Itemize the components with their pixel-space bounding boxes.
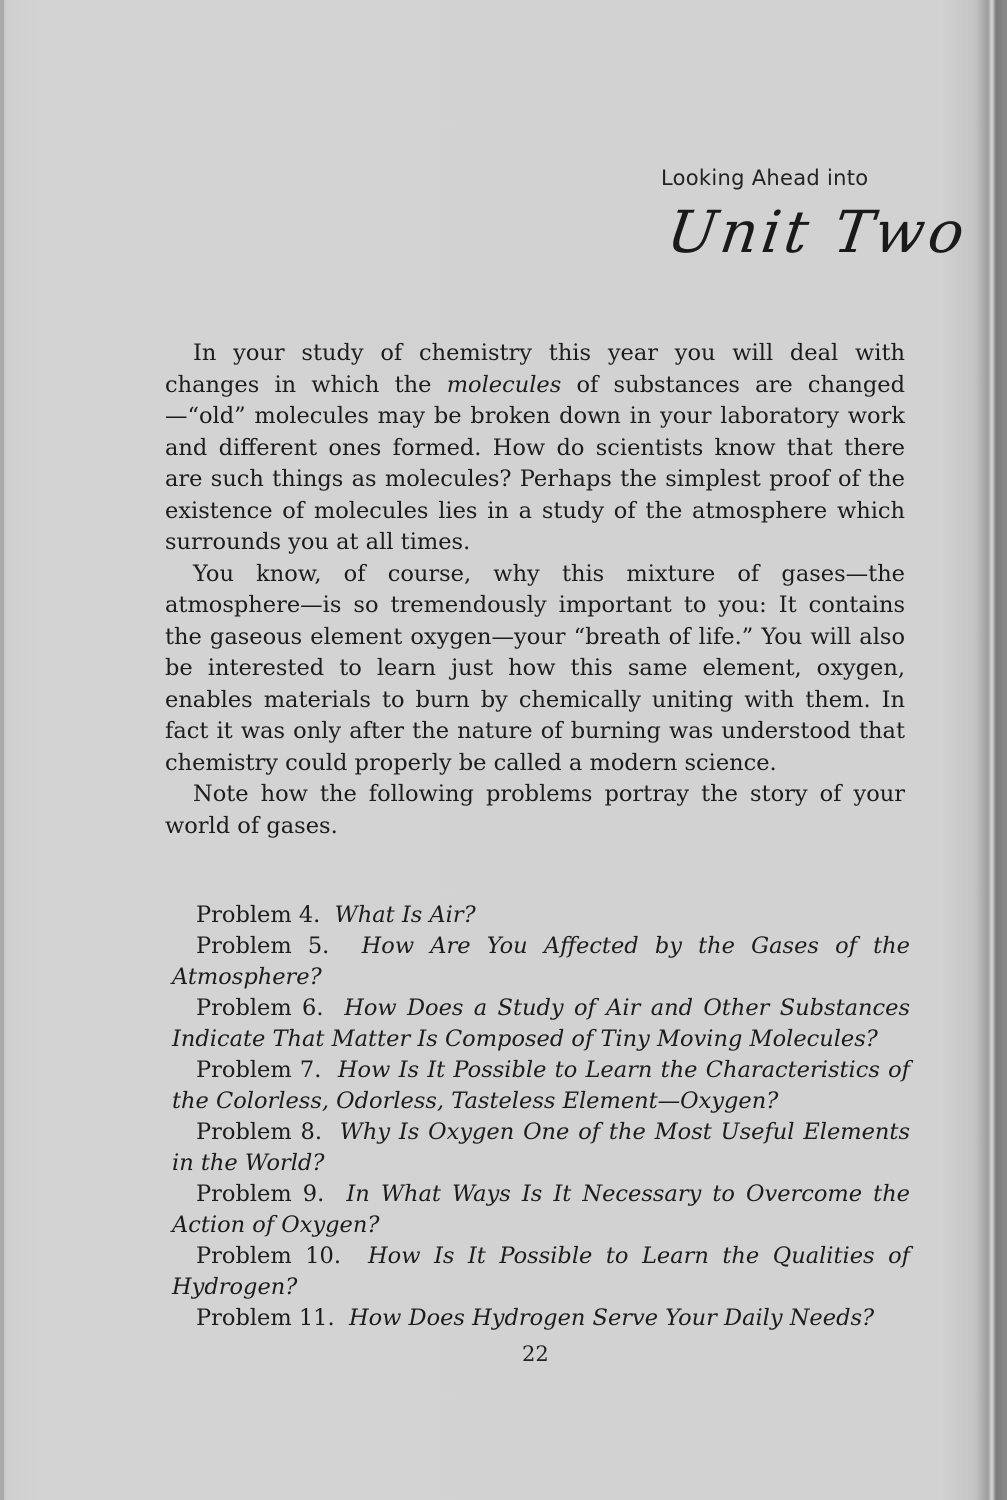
problem-item (172, 1117, 910, 1179)
intro-paragraph-2: You know, of course, why this mixture of gases—the atmosphere—is so tremendously important to you: It contains the gaseous element oxygen—your “breath of life.” You will also be interested to learn just how this same element, oxygen, enables materials to burn by chemically uniting with them. In fact it was only after the nature of burning was understood that chemistry could properly be called a modern science. (165, 560, 905, 776)
problem-question: How Are You Affected by the Gases of the Atmosphere? (172, 933, 910, 990)
problem-item (172, 993, 910, 1055)
intro-paragraph-1 (165, 338, 905, 559)
intro-text (165, 338, 905, 842)
page-number: 22 (522, 1342, 549, 1366)
problem-list (172, 900, 910, 1334)
problem-question: How Is It Possible to Learn the Qualities of Hydrogen? (172, 1243, 910, 1300)
problem-label: Problem 10. (196, 1243, 341, 1269)
problem-label: Problem 5. (196, 933, 330, 959)
problem-question: How Does Hydrogen Serve Your Daily Needs? (348, 1305, 875, 1331)
problem-label: Problem 9. (196, 1181, 325, 1207)
problem-label: Problem 11. (196, 1305, 335, 1331)
problem-question: How Does a Study of Air and Other Substances Indicate That Matter Is Composed of Tiny Moving Molecules? (172, 995, 911, 1052)
problem-item (172, 1303, 910, 1334)
problem-label: Problem 7. (196, 1057, 322, 1083)
problem-item (172, 900, 910, 931)
problem-item (172, 931, 910, 993)
problem-item (172, 1055, 910, 1117)
problem-question: What Is Air? (334, 902, 476, 928)
unit-title: Unit Two (663, 198, 973, 266)
intro-p1-part-b: of substances are changed—“old” molecules may be broken down in your laboratory work and different ones formed. How do scientists know that there are such things as molecules? Perhaps the simplest proof of the existence of molecules lies in a study of the atmosphere which surrounds you at all times. (165, 371, 905, 555)
problem-question: Why Is Oxygen One of the Most Useful Elements in the World? (172, 1119, 910, 1176)
problem-label: Problem 8. (196, 1119, 323, 1145)
problem-label: Problem 6. (196, 995, 324, 1021)
problem-label: Problem 4. (196, 902, 321, 928)
problem-item (172, 1179, 910, 1241)
page-left-edge (0, 0, 4, 1500)
problem-item (172, 1241, 910, 1303)
intro-p1-part-a: In your study of chemistry this year you will deal with changes in which the (165, 340, 905, 398)
problem-question: How Is It Possible to Learn the Characteristics of the Colorless, Odorless, Tasteless Element—Oxygen? (172, 1057, 910, 1114)
unit-kicker: Looking Ahead into (661, 166, 869, 190)
problem-question: In What Ways Is It Necessary to Overcome the Action of Oxygen? (172, 1181, 910, 1238)
intro-p1-emphasis: molecules (446, 371, 562, 398)
intro-paragraph-3: Note how the following problems portray the story of your world of gases. (165, 781, 905, 839)
